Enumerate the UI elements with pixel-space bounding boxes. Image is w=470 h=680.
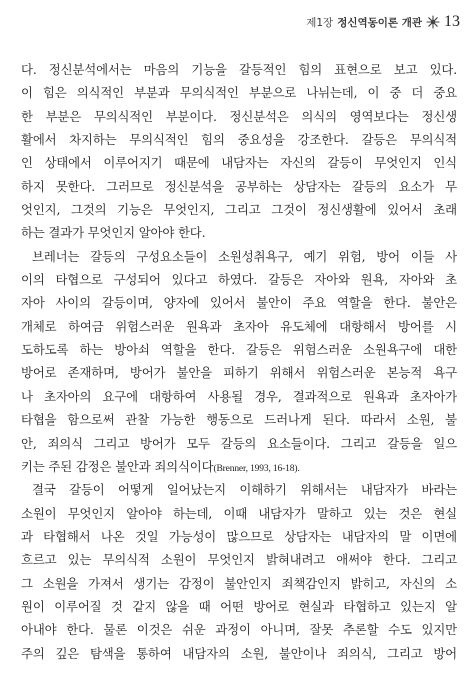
body-text	[21, 58, 457, 665]
text-line: 안, 죄의식 그리고 방어가 모두 갈등의 요소들이다. 그리고 갈등을 일으	[21, 435, 457, 451]
text-line: 이 힘은 의식적인 부분과 무의식적인 부분으로 나뉘는데, 이 중 더 중요	[21, 85, 457, 101]
text-line	[21, 455, 457, 478]
text-line: 개체로 하여금 위험스러운 원욕과 초자아 유도체에 대항해서 방어를 시	[21, 318, 457, 334]
text-line: 방어로 존재하며, 방어가 불안을 피하기 위해서 위험스러운 본능적 욕구	[21, 365, 457, 381]
paragraph	[21, 58, 457, 245]
text-line: 흐르고 있는 무의식적 소원이 무엇인지 밝혀내려고 애써야 한다. 그리고	[21, 552, 457, 568]
paragraph	[21, 245, 457, 478]
line-text: 키는 주된 감정은 불안과 죄의식이다	[21, 458, 214, 474]
text-line: 활에서 차지하는 무의식적인 힘의 중요성을 강조한다. 갈등은 무의식적	[21, 132, 457, 148]
text-line: 이의 타협으로 구성되어 있다고 하였다. 갈등은 자아와 원욕, 자아와 초	[21, 272, 457, 288]
text-line: 인 상태에서 이루어지기 때문에 내담자는 자신의 갈등이 무엇인지 인식	[21, 155, 457, 171]
text-line: 자아 사이의 갈등이며, 양자에 있어서 불안이 주요 역할을 한다. 불안은	[21, 295, 457, 311]
text-line: 그 소원을 가져서 생기는 감정이 불안인지 죄책감인지 밝히고, 자신의 소	[21, 575, 457, 591]
chapter-label: 제1장	[306, 16, 334, 29]
running-header	[306, 13, 460, 31]
text-line: 엇인지, 그것의 기능은 무엇인지, 그리고 그것이 정신생활에 있어서 초래	[21, 202, 457, 218]
text-line: 하는 결과가 무엇인지 알아야 한다.	[21, 225, 206, 241]
text-line: 도하도록 하는 방아쇠 역할을 한다. 갈등은 위험스러운 소원욕구에 대한	[21, 342, 457, 358]
text-line: 다. 정신분석에서는 마음의 기능을 갈등적인 힘의 표현으로 보고 있다.	[21, 62, 457, 77]
page-number: 13	[444, 13, 460, 30]
chapter-title: 정신역동이론 개관	[337, 16, 422, 29]
paragraph	[21, 478, 457, 665]
text-line: 브레너는 갈등의 구성요소들이 소원성취욕구, 예기 위험, 방어 이들 사	[32, 248, 457, 264]
text-line: 주의 깊은 탐색을 통하여 내담자의 소원, 불안이나 죄의식, 그리고 방어	[21, 645, 457, 661]
text-line: 소원이 무엇인지 알아야 하는데, 이때 내담자가 말하고 있는 것은 현실	[21, 505, 457, 521]
text-line: 원이 이루어질 것 같지 않을 때 어떤 방어로 현실과 타협하고 있는지 알	[21, 598, 457, 614]
citation: (Brenner, 1993, 16-18).	[213, 463, 300, 474]
text-line: 아내야 한다. 물론 이것은 쉬운 과정이 아니며, 잘못 추론할 수도 있지만	[21, 622, 457, 638]
text-line: 타협을 함으로써 관찰 가능한 행동으로 드러나게 된다. 따라서 소원, 불	[21, 412, 457, 428]
text-line: 과 타협해서 나온 것일 가능성이 많으므로 상담자는 내담자의 말 이면에	[21, 528, 457, 544]
text-line: 나 초자아의 요구에 대항하여 사용될 경우, 결과적으로 원욕과 초자아가	[21, 388, 457, 404]
text-line: 결국 갈등이 어떻게 일어났는지 이해하기 위해서는 내담자가 바라는	[32, 482, 457, 498]
text-line: 하지 못한다. 그러므로 정신분석을 공부하는 상담자는 갈등의 요소가 무	[21, 178, 457, 194]
text-line: 한 부분은 무의식적인 부분이다. 정신분석은 의식의 영역보다는 정신생	[21, 108, 457, 124]
flower-ornament-icon	[426, 15, 440, 29]
